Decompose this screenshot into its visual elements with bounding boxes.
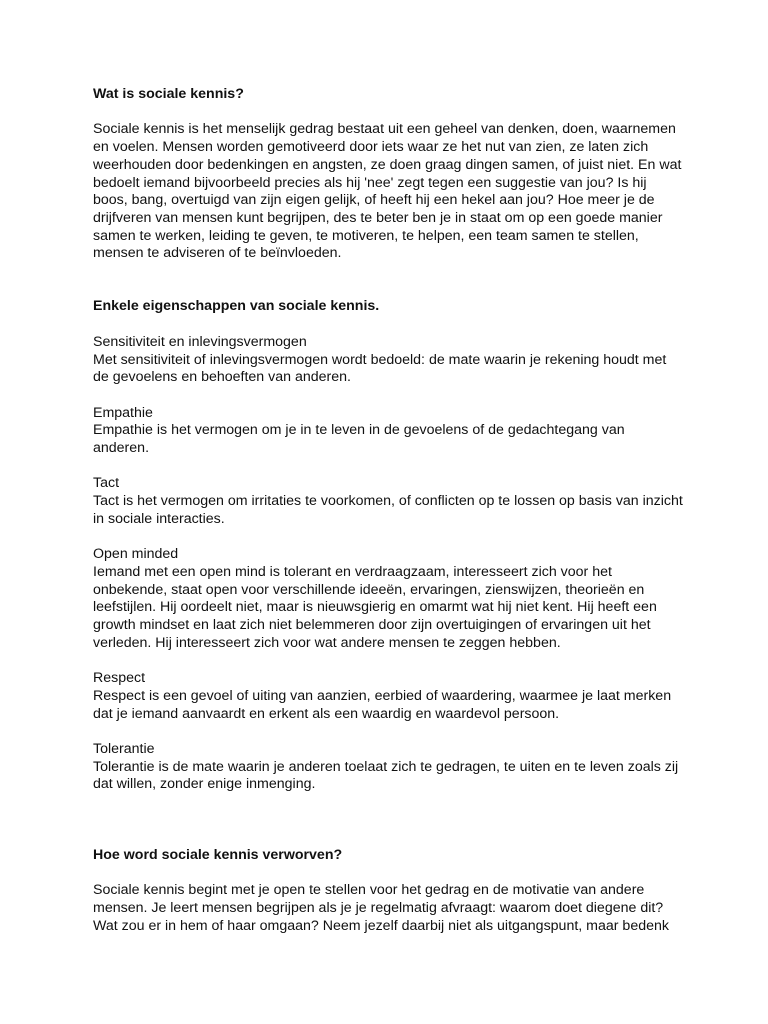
- spacer: [93, 458, 683, 476]
- item-text-tolerantie: Tolerantie is de mate waarin je anderen toelaat zich te gedragen, te uiten en te leven zoals zij dat willen, zonder enige inmenging.: [93, 758, 679, 793]
- item-text-open-minded: Iemand met een open mind is tolerant en verdraagzaam, interesseert zich voor het onbekende, staat open voor verschillende ideeën, ervaringen, zienswijzen, theorieën en leefstijlen. Hij oordeelt niet, maar is nieuwsgierig en omarmt wat hij niet kent. Hij heeft een growth mindset en laat zich niet belemmeren door zijn overtuigingen of ervaringen uit het verleden. Hij interesseert zich voor wat andere mensen te zeggen hebben.: [93, 563, 657, 651]
- item-title-empathie: Empathie: [93, 404, 153, 421]
- item-text-empathie: Empathie is het vermogen om je in te leven in de gevoelens of de gedachtegang van anderen.: [93, 422, 625, 456]
- spacer: [93, 316, 683, 334]
- intro-paragraph: Sociale kennis is het menselijk gedrag bestaat uit een geheel van denken, doen, waarnemen en voelen. Mensen worden gemotiveerd door iets waar ze het nut van zien, ze laten zich weerhouden door bedenkingen en angsten, ze doen graag dingen samen, of juist niet. En wat bedoelt iemand bijvoorbeeld precies als hij 'nee' zegt tegen een suggestie van jou? Is hij boos, bang, overtuigd van zijn eigen gelijk, of heeft hij een hekel aan jou? Hoe meer je de drijfveren van mensen kunt begrijpen, des te beter ben je in staat om op een goede manier samen te werken, leiding te geven, te motiveren, te helpen, een team samen te stellen, mensen te adviseren of te beïnvloeden.: [93, 121, 682, 262]
- item-text-sensitiviteit: Met sensitiviteit of inlevingsvermogen wordt bedoeld: de mate waarin je rekening houdt met de gevoelens en behoeften van anderen.: [93, 351, 667, 386]
- section-heading-verworven: Hoe word sociale kennis verworven?: [93, 847, 343, 864]
- item-title-tolerantie: Tolerantie: [93, 740, 155, 757]
- spacer: [93, 652, 683, 670]
- spacer: [93, 263, 683, 298]
- spacer: [93, 529, 683, 547]
- section-heading-eigenschappen: Enkele eigenschappen van sociale kennis.: [93, 298, 380, 315]
- spacer: [93, 104, 683, 122]
- item-title-tact: Tact: [93, 475, 120, 492]
- item-title-respect: Respect: [93, 670, 146, 687]
- item-text-tact: Tact is het vermogen om irritaties te voorkomen, of conflicten op te lossen op basis van inzicht in sociale interacties.: [93, 493, 683, 527]
- item-title-sensitiviteit: Sensitiviteit en inlevingsvermogen: [93, 333, 307, 350]
- item-title-open-minded: Open minded: [93, 546, 179, 563]
- closing-paragraph: Sociale kennis begint met je open te stellen voor het gedrag en de motivatie van andere mensen. Je leert mensen begrijpen als je je regelmatig afvraagt: waarom doet diegene dit? Wat zou er in hem of haar omgaan? Neem jezelf daarbij niet als uitgangspunt, maar bedenk: [93, 882, 669, 934]
- spacer: [93, 865, 683, 883]
- item-text-respect: Respect is een gevoel of uiting van aanzien, eerbied of waardering, waarmee je laat merken dat je iemand aanvaardt en erkent als een waardig en waardevol persoon.: [93, 687, 672, 722]
- spacer: [93, 387, 683, 405]
- document-content: [93, 86, 683, 936]
- spacer: [93, 723, 683, 741]
- spacer: [93, 794, 683, 847]
- section-heading-wat-is-sociale-kennis: Wat is sociale kennis?: [93, 86, 244, 102]
